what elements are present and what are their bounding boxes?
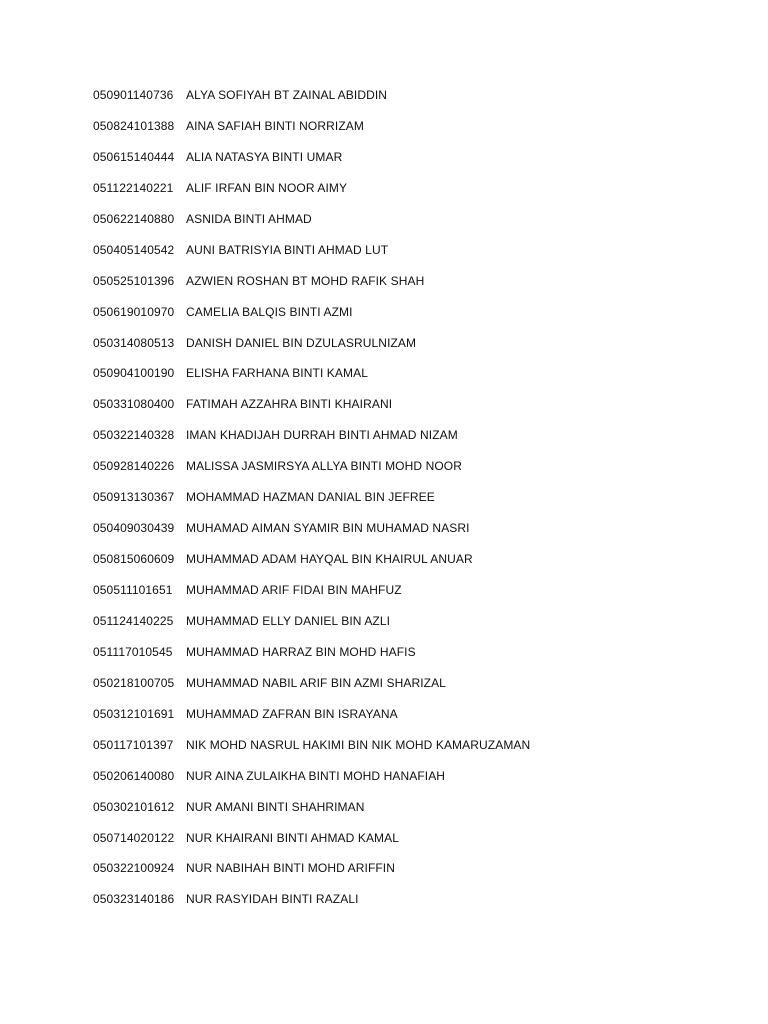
list-item xyxy=(93,365,530,396)
list-item xyxy=(93,520,530,551)
list-item xyxy=(93,211,530,242)
ic-number: 050815060609 xyxy=(93,552,175,567)
ic-number: 050913130367 xyxy=(93,490,175,505)
list-item xyxy=(93,273,530,304)
ic-number: 051122140221 xyxy=(93,180,174,195)
student-name: AINA SAFIAH BINTI NORRIZAM xyxy=(186,118,364,133)
list-item xyxy=(93,860,530,891)
ic-number: 050615140444 xyxy=(93,149,175,164)
student-name: NIK MOHD NASRUL HAKIMI BIN NIK MOHD KAMARUZAMAN xyxy=(186,737,531,752)
student-name: ELISHA FARHANA BINTI KAMAL xyxy=(186,366,368,381)
ic-number: 050901140736 xyxy=(93,88,174,102)
student-list xyxy=(93,87,530,922)
list-item xyxy=(93,768,530,799)
list-item xyxy=(93,551,530,582)
ic-number: 050511101651 xyxy=(93,583,173,597)
student-name: ALIA NATASYA BINTI UMAR xyxy=(186,149,343,164)
student-name: IMAN KHADIJAH DURRAH BINTI AHMAD NIZAM xyxy=(186,428,458,443)
student-name: DANISH DANIEL BIN DZULASRULNIZAM xyxy=(186,335,417,350)
ic-number: 050409030439 xyxy=(93,521,175,536)
student-name: NUR AMANI BINTI SHAHRIMAN xyxy=(186,799,365,814)
student-name: NUR NABIHAH BINTI MOHD ARIFFIN xyxy=(186,861,396,876)
list-item xyxy=(93,706,530,737)
list-item xyxy=(93,458,530,489)
ic-number: 050323140186 xyxy=(93,892,175,907)
student-name: NUR KHAIRANI BINTI AHMAD KAMAL xyxy=(186,830,400,845)
student-name: MOHAMMAD HAZMAN DANIAL BIN JEFREE xyxy=(186,490,435,505)
student-name: MUHAMAD AIMAN SYAMIR BIN MUHAMAD NASRI xyxy=(186,521,470,536)
student-name: MUHAMMAD ELLY DANIEL BIN AZLI xyxy=(186,613,391,628)
student-name: NUR AINA ZULAIKHA BINTI MOHD HANAFIAH xyxy=(186,768,446,783)
ic-number: 050928140226 xyxy=(93,459,175,474)
list-item xyxy=(93,582,530,613)
student-name: AUNI BATRISYIA BINTI AHMAD LUT xyxy=(186,242,389,257)
list-item xyxy=(93,675,530,706)
ic-number: 050206140080 xyxy=(93,768,175,783)
ic-number: 051124140225 xyxy=(93,613,174,628)
student-name: ALYA SOFIYAH BT ZAINAL ABIDDIN xyxy=(186,88,388,102)
list-item xyxy=(93,242,530,273)
list-item xyxy=(93,118,530,149)
student-name: FATIMAH AZZAHRA BINTI KHAIRANI xyxy=(186,397,393,412)
list-item xyxy=(93,799,530,830)
ic-number: 050714020122 xyxy=(93,830,175,845)
student-name: MUHAMMAD ADAM HAYQAL BIN KHAIRUL ANUAR xyxy=(186,552,473,567)
ic-number: 050314080513 xyxy=(93,335,175,350)
list-item xyxy=(93,613,530,644)
ic-number: 050619010970 xyxy=(93,304,175,319)
list-item xyxy=(93,737,530,768)
ic-number: 050312101691 xyxy=(93,706,175,721)
ic-number: 050622140880 xyxy=(93,211,175,226)
ic-number: 050117101397 xyxy=(93,737,174,752)
list-item xyxy=(93,489,530,520)
student-name: MUHAMMAD NABIL ARIF BIN AZMI SHARIZAL xyxy=(186,675,446,690)
ic-number: 050218100705 xyxy=(93,675,175,690)
student-name: AZWIEN ROSHAN BT MOHD RAFIK SHAH xyxy=(186,273,425,288)
list-item xyxy=(93,335,530,366)
ic-number: 050824101388 xyxy=(93,118,175,133)
list-item xyxy=(93,180,530,211)
list-item xyxy=(93,830,530,861)
list-item xyxy=(93,891,530,922)
list-item xyxy=(93,427,530,458)
ic-number: 050302101612 xyxy=(93,799,175,814)
ic-number: 050322140328 xyxy=(93,428,175,443)
student-name: ALIF IRFAN BIN NOOR AIMY xyxy=(186,180,348,195)
list-item xyxy=(93,644,530,675)
list-item xyxy=(93,396,530,427)
ic-number: 050322100924 xyxy=(93,861,175,876)
list-item xyxy=(93,304,530,335)
student-name: ASNIDA BINTI AHMAD xyxy=(186,211,312,226)
student-name: MALISSA JASMIRSYA ALLYA BINTI MOHD NOOR xyxy=(186,459,462,474)
list-item xyxy=(93,149,530,180)
ic-number: 050525101396 xyxy=(93,273,175,288)
ic-number: 050405140542 xyxy=(93,242,175,257)
ic-number: 051117010545 xyxy=(93,644,173,659)
ic-number: 050331080400 xyxy=(93,397,175,412)
ic-number: 050904100190 xyxy=(93,366,175,381)
student-name: MUHAMMAD ARIF FIDAI BIN MAHFUZ xyxy=(186,583,402,597)
student-name: CAMELIA BALQIS BINTI AZMI xyxy=(186,304,353,319)
student-name: NUR RASYIDAH BINTI RAZALI xyxy=(186,892,359,907)
student-name: MUHAMMAD HARRAZ BIN MOHD HAFIS xyxy=(186,644,416,659)
student-name: MUHAMMAD ZAFRAN BIN ISRAYANA xyxy=(186,706,398,721)
list-item xyxy=(93,87,530,118)
